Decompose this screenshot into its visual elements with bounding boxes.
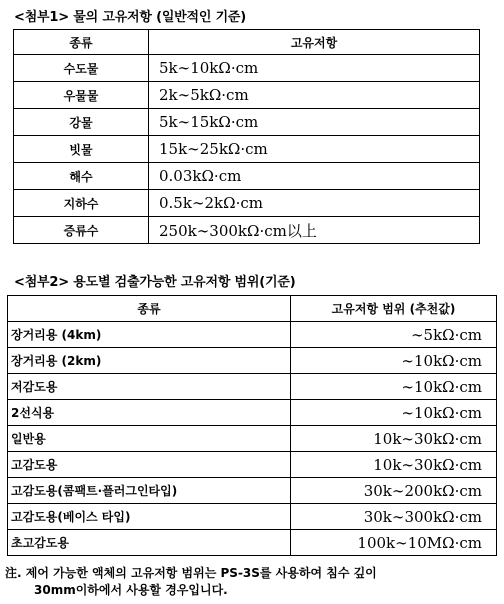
row-value: 10k∼30kΩ·cm (291, 426, 497, 452)
row-kind: 증류수 (14, 217, 149, 244)
row-value: 2k∼5kΩ·cm (149, 82, 480, 109)
row-kind: 일반용 (8, 426, 291, 452)
table-row (14, 136, 480, 163)
row-kind: 지하수 (14, 190, 149, 217)
row-value: 30k∼300kΩ·cm (291, 504, 497, 530)
table-row (14, 109, 480, 136)
row-kind: 고감도용(콤팩트·플러그인타입) (8, 478, 291, 504)
footnote (5, 565, 501, 599)
row-value: 250k∼300kΩ·cm以上 (149, 217, 480, 244)
row-kind: 수도물 (14, 55, 149, 82)
row-value: ∼10kΩ·cm (291, 348, 497, 374)
row-value: 0.5k∼2kΩ·cm (149, 190, 480, 217)
table-row (8, 530, 497, 556)
row-kind: 장거리용 (4km) (8, 322, 291, 348)
column-header-range: 고유저항 범위 (추천값) (291, 296, 497, 322)
row-kind: 우물물 (14, 82, 149, 109)
table-row (8, 452, 497, 478)
table-row (14, 217, 480, 244)
row-kind: 고감도용(베이스 타입) (8, 504, 291, 530)
row-kind: 저감도용 (8, 374, 291, 400)
row-value: 30k∼200kΩ·cm (291, 478, 497, 504)
row-value: 100k∼10MΩ·cm (291, 530, 497, 556)
column-header-kind: 종류 (14, 30, 149, 55)
row-value: ∼5kΩ·cm (291, 322, 497, 348)
table-row (14, 190, 480, 217)
table-row (8, 504, 497, 530)
table-row (8, 374, 497, 400)
footnote-line-2: 30mm이하에서 사용할 경우입니다. (34, 583, 228, 597)
row-kind: 초고감도용 (8, 530, 291, 556)
row-value: 15k∼25kΩ·cm (149, 136, 480, 163)
row-value: 0.03kΩ·cm (149, 163, 480, 190)
column-header-kind: 종류 (8, 296, 291, 322)
table-row (14, 82, 480, 109)
row-kind: 빗물 (14, 136, 149, 163)
footnote-line-1: 注. 제어 가능한 액체의 고유저항 범위는 PS-3S를 사용하여 침수 깊이 (5, 566, 377, 580)
table2-caption: <첨부2> 용도별 검출가능한 고유저항 범위(기준) (14, 275, 296, 290)
row-kind: 2선식용 (8, 400, 291, 426)
table-header-row (8, 296, 497, 322)
table-row (8, 426, 497, 452)
row-value: ∼10kΩ·cm (291, 374, 497, 400)
detection-range-table (7, 295, 497, 556)
row-kind: 장거리용 (2km) (8, 348, 291, 374)
table-row (8, 400, 497, 426)
resistivity-table (13, 29, 480, 244)
table-header-row (14, 30, 480, 55)
column-header-resistivity: 고유저항 (149, 30, 480, 55)
table-row (8, 348, 497, 374)
row-value: 5k∼10kΩ·cm (149, 55, 480, 82)
table1-caption: <첨부1> 물의 고유저항 (일반적인 기준) (14, 10, 247, 25)
row-value: 5k∼15kΩ·cm (149, 109, 480, 136)
row-kind: 강물 (14, 109, 149, 136)
table-row (8, 478, 497, 504)
table-row (8, 322, 497, 348)
row-kind: 해수 (14, 163, 149, 190)
row-kind: 고감도용 (8, 452, 291, 478)
row-value: ∼10kΩ·cm (291, 400, 497, 426)
row-value: 10k∼30kΩ·cm (291, 452, 497, 478)
table-row (14, 55, 480, 82)
table-row (14, 163, 480, 190)
